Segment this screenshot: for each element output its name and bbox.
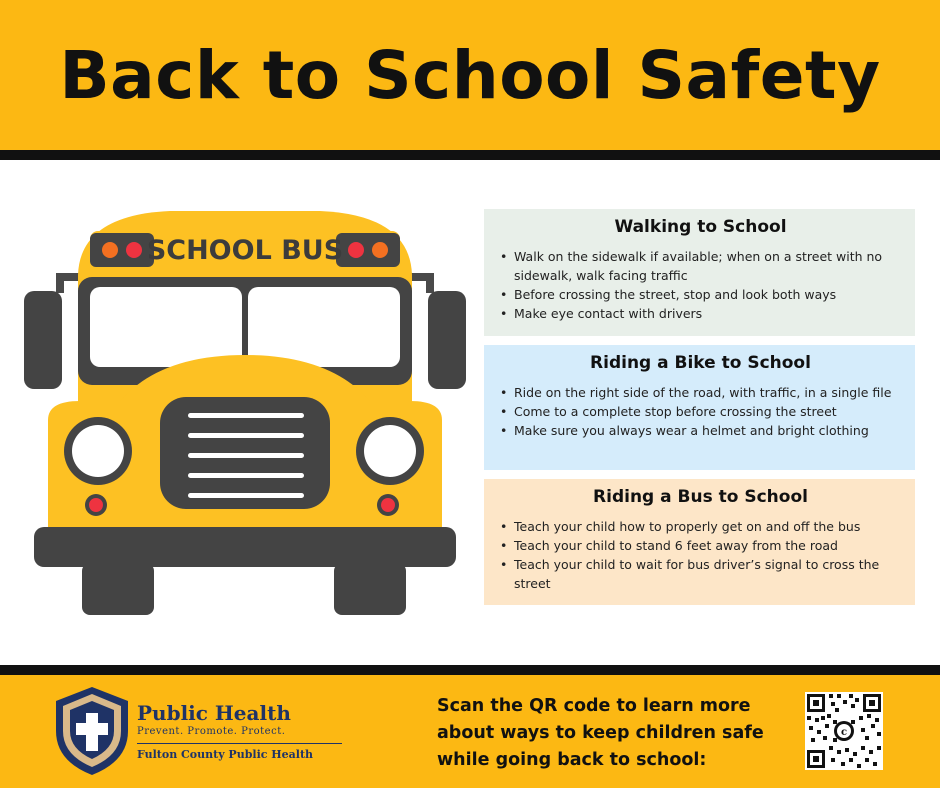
- section-title: Riding a Bus to School: [593, 487, 808, 507]
- right-windshield: [248, 287, 400, 367]
- public-health-logo: [137, 701, 347, 761]
- list-item: • Teach your child to stand 6 feet away from the road: [498, 536, 903, 555]
- logo-tagline: Prevent. Promote. Protect.: [137, 726, 286, 737]
- qr-code-icon[interactable]: [805, 692, 883, 770]
- school-bus-illustration: [20, 205, 470, 625]
- biking-section: [484, 345, 915, 470]
- bumper: [34, 527, 456, 567]
- left-mirror: [24, 291, 62, 389]
- list-item: • Make sure you always wear a helmet and bright clothing: [498, 421, 903, 440]
- safety-sections: [484, 209, 915, 614]
- logo-name: Public Health: [137, 701, 291, 725]
- list-item: • Teach your child to wait for bus driver’s signal to cross the street: [498, 555, 903, 593]
- walking-section: [484, 209, 915, 336]
- left-tire: [82, 563, 154, 615]
- right-mirror: [428, 291, 466, 389]
- header-divider: [0, 150, 940, 160]
- section-title: Riding a Bike to School: [590, 353, 811, 373]
- tip-list: [498, 383, 903, 440]
- tip-list: [498, 247, 903, 323]
- list-item: • Walk on the sidewalk if available; when on a street with no sidewalk, walk facing traffic: [498, 247, 903, 285]
- list-item: • Ride on the right side of the road, with traffic, in a single file: [498, 383, 903, 402]
- bus-sign: SCHOOL BUS: [146, 235, 344, 266]
- left-windshield: [90, 287, 242, 367]
- right-warning-lights: [336, 233, 400, 267]
- tip-list: [498, 517, 903, 593]
- logo-divider: [137, 743, 342, 744]
- footer-divider: [0, 665, 940, 675]
- bus-section: [484, 479, 915, 605]
- header-banner: [0, 0, 940, 150]
- logo-org: Fulton County Public Health: [137, 748, 314, 761]
- right-tire: [334, 563, 406, 615]
- footer: [0, 675, 940, 788]
- left-warning-lights: [90, 233, 154, 267]
- list-item: • Before crossing the street, stop and look both ways: [498, 285, 903, 304]
- list-item: • Teach your child how to properly get on and off the bus: [498, 517, 903, 536]
- qr-instructions: Scan the QR code to learn more about ways to keep children safe while going back to school:: [437, 696, 764, 770]
- public-health-shield-icon: [52, 685, 132, 777]
- list-item: • Come to a complete stop before crossing the street: [498, 402, 903, 421]
- list-item: • Make eye contact with drivers: [498, 304, 903, 323]
- page-title: Back to School Safety: [59, 36, 881, 114]
- section-title: Walking to School: [614, 217, 787, 237]
- svg-text:c: c: [840, 727, 848, 738]
